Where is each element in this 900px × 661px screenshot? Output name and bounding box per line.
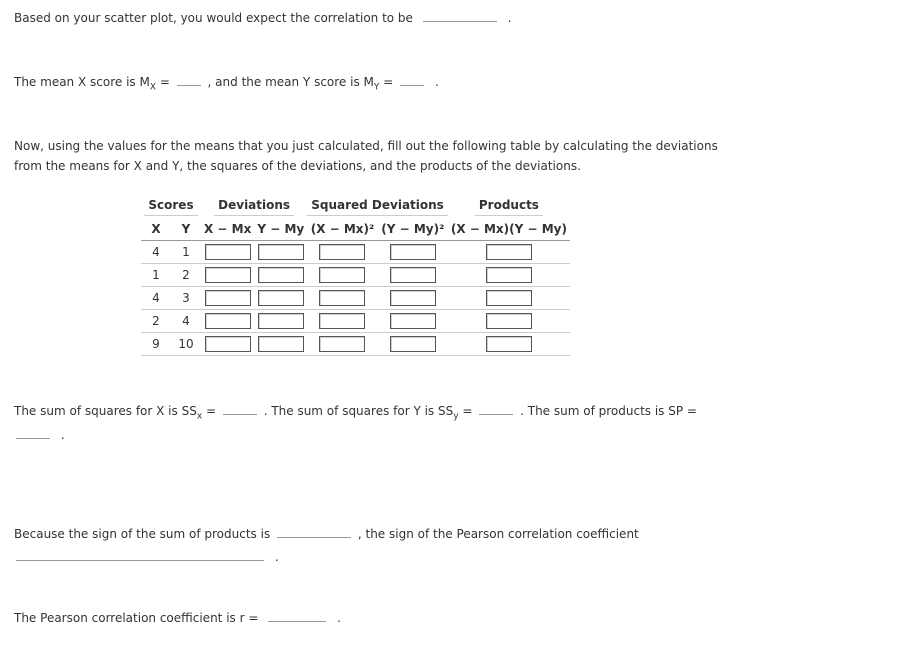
col-header-y: Y [171,218,201,241]
table-instructions: Now, using the values for the means that you just calculated, fill out the following table by calculating the deviations from the means for X and Y, the squares of the deviations, and the products of the deviations. [14,139,718,173]
ssx-label: The sum of squares for X is SS [14,404,197,418]
ssx-subscript: x [196,411,203,422]
x-deviation-input[interactable] [205,244,251,260]
period: . [507,11,512,25]
sign-question-text: Because the sign of the sum of products is [14,527,271,541]
period: . [434,75,439,89]
sign-of-sp-blank[interactable] [277,525,351,538]
products-header: Products [448,196,570,218]
x-value: 4 [141,241,171,264]
y-deviation-input[interactable] [258,290,304,306]
product-input[interactable] [486,336,532,352]
y-deviation-input[interactable] [258,244,304,260]
ssy-label: . The sum of squares for Y is SS [263,404,454,418]
y-deviation-input[interactable] [258,336,304,352]
group-header-row [141,196,570,218]
ssy-blank[interactable] [479,402,513,415]
table-row [141,264,570,287]
sp-blank[interactable] [16,426,50,439]
mean-y-blank[interactable] [400,73,424,86]
x-deviation-input[interactable] [205,336,251,352]
scores-header: Scores [141,196,201,218]
ssy-subscript: y [453,411,459,422]
sums-question [14,402,697,425]
x-value: 4 [141,287,171,310]
col-header-product: (X − Mx)(Y − My) [448,218,570,241]
y-value: 3 [171,287,201,310]
mean-x-blank[interactable] [177,73,201,86]
y-squared-deviation-input[interactable] [390,244,436,260]
mean-x-label: The mean X score is M [14,75,150,89]
y-squared-deviation-input[interactable] [390,290,436,306]
product-input[interactable] [486,313,532,329]
sign-question [14,525,639,543]
mean-x-subscript: X [149,82,156,93]
squared-deviations-header: Squared Deviations [307,196,448,218]
period: . [60,428,65,442]
correlation-question-text: Based on your scatter plot, you would expect the correlation to be [14,11,413,25]
y-deviation-input[interactable] [258,267,304,283]
equals-sign: = [383,75,394,89]
x-squared-deviation-input[interactable] [319,336,365,352]
x-value: 9 [141,333,171,356]
x-squared-deviation-input[interactable] [319,313,365,329]
col-header-x-dev: X − Mx [201,218,254,241]
period: . [274,550,279,564]
y-deviation-input[interactable] [258,313,304,329]
x-value: 1 [141,264,171,287]
table-row [141,287,570,310]
table-row [141,241,570,264]
col-header-y-dev: Y − My [254,218,307,241]
product-input[interactable] [486,267,532,283]
pearson-r-blank[interactable] [268,609,326,622]
mean-y-label: , and the mean Y score is M [207,75,374,89]
x-deviation-input[interactable] [205,290,251,306]
col-header-x: X [141,218,171,241]
table-row [141,333,570,356]
y-squared-deviation-input[interactable] [390,267,436,283]
equals-sign: = [159,75,170,89]
mean-y-subscript: Y [373,82,380,93]
x-squared-deviation-input[interactable] [319,244,365,260]
product-input[interactable] [486,244,532,260]
x-squared-deviation-input[interactable] [319,267,365,283]
x-deviation-input[interactable] [205,313,251,329]
sign-answer-line [16,548,279,566]
x-squared-deviation-input[interactable] [319,290,365,306]
equals-sign: = [462,404,473,418]
table-row [141,310,570,333]
pearson-question [14,609,341,627]
y-value: 2 [171,264,201,287]
y-value: 10 [171,333,201,356]
y-value: 1 [171,241,201,264]
y-value: 4 [171,310,201,333]
sign-of-r-blank[interactable] [16,548,264,561]
y-squared-deviation-input[interactable] [390,336,436,352]
deviation-table [141,196,570,356]
product-input[interactable] [486,290,532,306]
equals-sign: = [205,404,217,418]
x-deviation-input[interactable] [205,267,251,283]
col-header-y-dev-sq: (Y − My)² [378,218,448,241]
column-header-row [141,218,570,241]
correlation-question [14,9,511,27]
ssx-blank[interactable] [223,402,257,415]
sp-answer-line [16,426,65,444]
correlation-answer-blank[interactable] [423,9,497,22]
col-header-x-dev-sq: (X − Mx)² [307,218,378,241]
y-squared-deviation-input[interactable] [390,313,436,329]
deviations-header: Deviations [201,196,307,218]
sign-question-text-2: , the sign of the Pearson correlation coefficient [357,527,639,541]
x-value: 2 [141,310,171,333]
period: . [337,611,341,625]
means-question [14,73,439,96]
sp-label: . The sum of products is SP = [520,404,697,418]
pearson-question-text: The Pearson correlation coefficient is r = [14,611,259,625]
